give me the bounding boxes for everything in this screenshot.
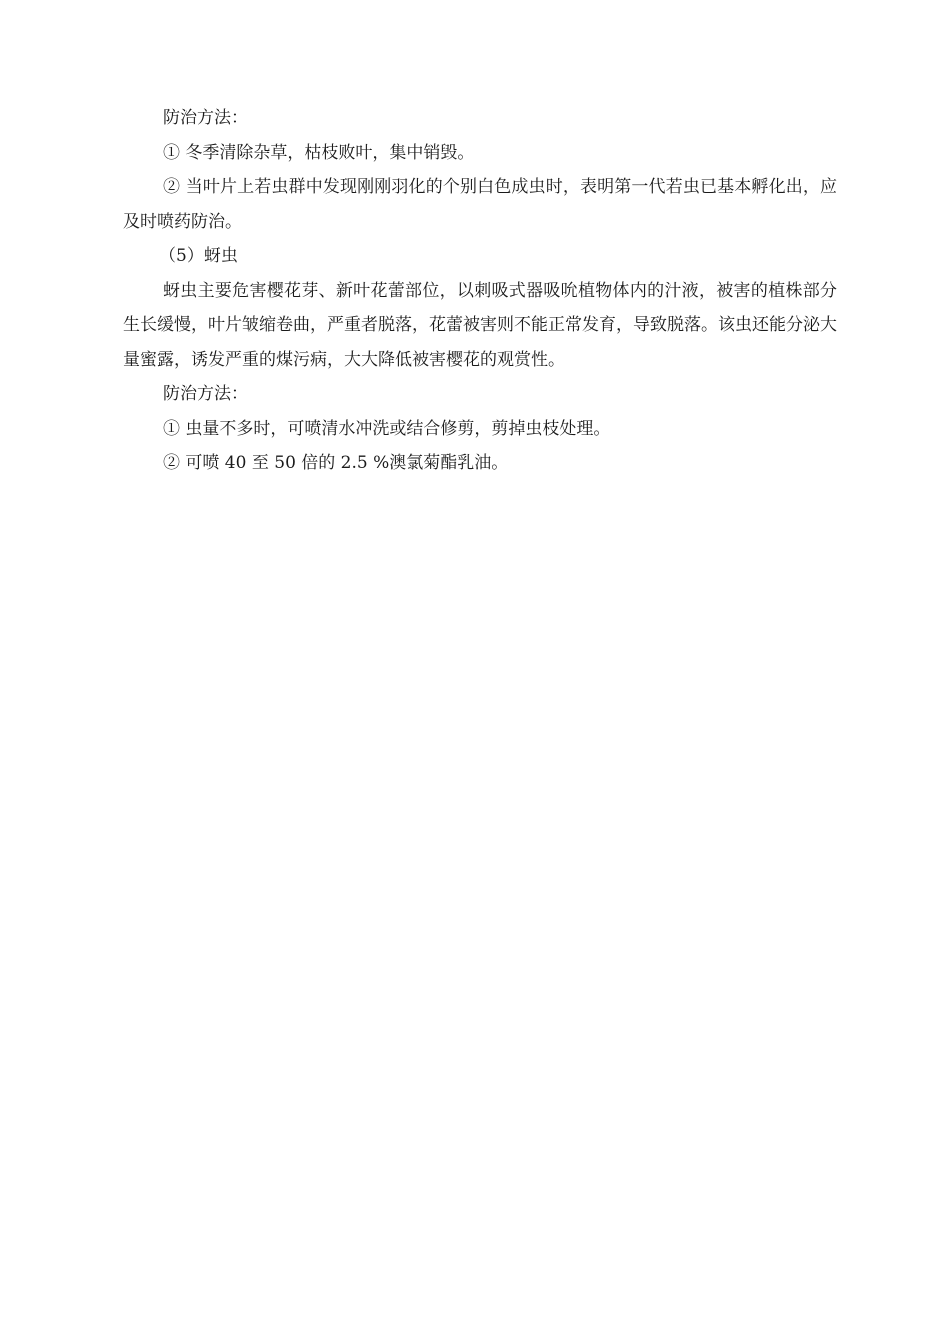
section-heading-aphid: （5）蚜虫 — [159, 246, 238, 266]
paragraph-aphid-method-1: ① 虫量不多时，可喷清水冲洗或结合修剪，剪掉虫枝处理。 — [163, 418, 611, 439]
paragraph-method-1: ① 冬季清除杂草，枯枝败叶，集中销毁。 — [163, 142, 475, 163]
document-body — [123, 101, 837, 481]
paragraph-aphid-description: 蚜虫主要危害樱花芽、新叶花蕾部位，以刺吸式器吸吮植物体内的汁液，被害的植株部分生长缓慢，叶片皱缩卷曲，严重者脱落，花蕾被害则不能正常发育，导致脱落。该虫还能分泌大量蜜露，诱发严重的煤污病，大大降低被害樱花的观赏性。 — [123, 280, 837, 370]
paragraph-method-2: ② 当叶片上若虫群中发现刚刚羽化的个别白色成虫时，表明第一代若虫已基本孵化出，应及时喷药防治。 — [123, 177, 837, 232]
paragraph-control-methods-2: 防治方法： — [163, 384, 248, 404]
paragraph-control-methods-1: 防治方法： — [163, 108, 248, 128]
paragraph-aphid-method-2: ② 可喷 40 至 50 倍的 2.5 %澳氯菊酯乳油。 — [163, 453, 509, 473]
